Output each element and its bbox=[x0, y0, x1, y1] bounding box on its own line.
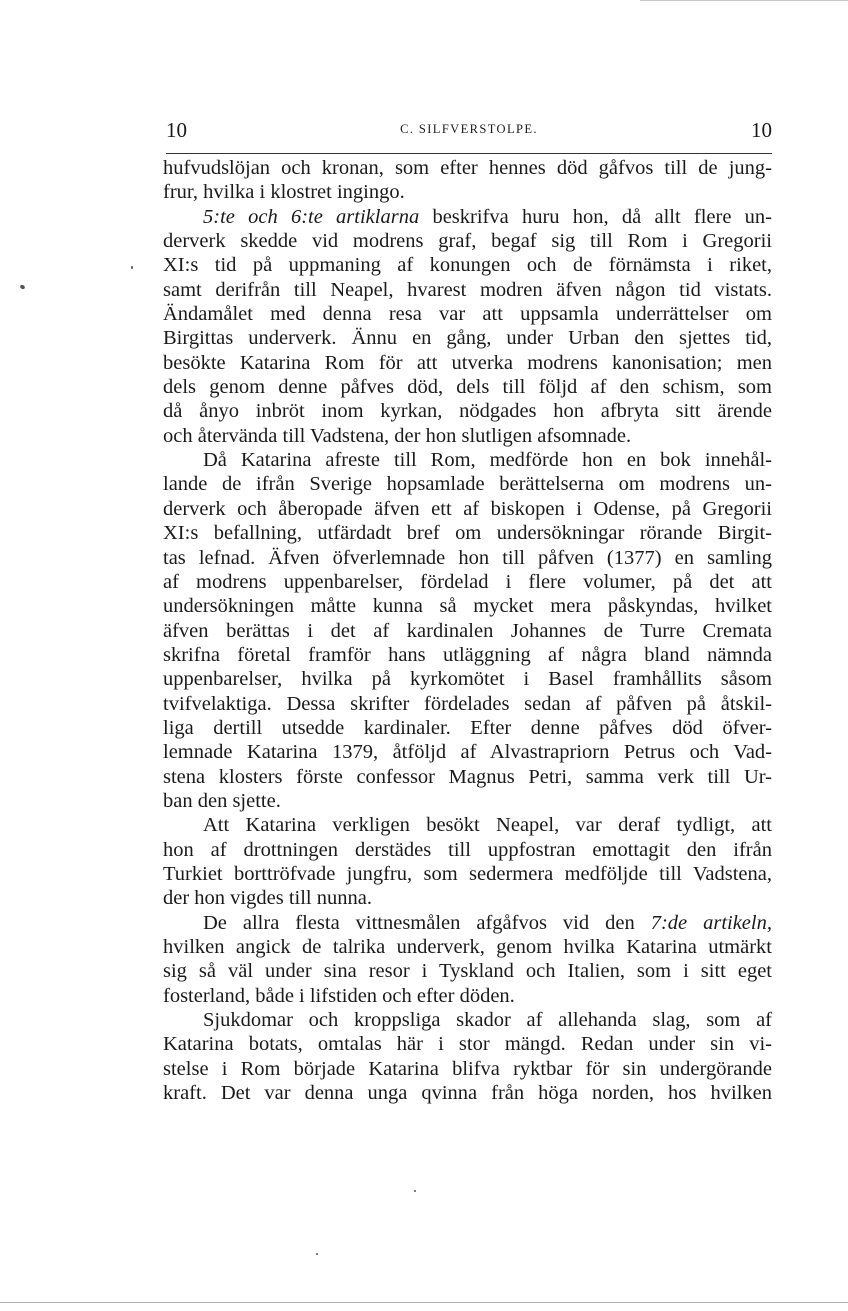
text-line: kraft. Det var denna unga qvinna från höga norden, hos hvilken bbox=[163, 1082, 772, 1105]
text-line: Då Katarina afreste till Rom, medförde hon en bok innehål- bbox=[203, 449, 772, 472]
text-line: derverk och åberopade äfven ett af biskopen i Odense, på Gregorii bbox=[163, 497, 772, 520]
text-line: hon af drottningen derstädes till uppfostran emottagit den ifrån bbox=[163, 838, 772, 861]
scan-speck bbox=[131, 266, 133, 269]
text-line-start: De allra flesta vittnesmålen afgåfvos vid den bbox=[203, 911, 651, 934]
text-line: Ändamålet med denna resa var att uppsamla underrättelser om bbox=[163, 303, 772, 326]
text-line: der hon vigdes till nunna. bbox=[163, 887, 372, 910]
text-line: stena klosters förste confessor Magnus Petri, samma verk till Ur- bbox=[163, 765, 772, 788]
text-line: då ånyo inbröt inom kyrkan, nödgades hon afbryta sitt ärende bbox=[163, 400, 772, 423]
text-line: undersökningen måtte kunna så mycket mera påskyndas, hvilket bbox=[163, 595, 772, 618]
text-line-italic-end bbox=[163, 911, 772, 935]
text-line: besökte Katarina Rom för att utverka modrens kanonisation; men bbox=[163, 351, 772, 374]
text-line: Katarina botats, omtalas här i stor mängd. Redan under sin vi- bbox=[163, 1033, 772, 1056]
page-header bbox=[166, 118, 772, 148]
text-line: af modrens uppenbarelser, fördelad i flere volumer, på det att bbox=[163, 570, 772, 593]
page-number-left: 10 bbox=[166, 118, 187, 142]
text-line: Att Katarina verkligen besökt Neapel, var deraf tydligt, att bbox=[203, 814, 772, 837]
body-text bbox=[163, 156, 772, 1105]
italic-article-reference: 7:de artikeln, bbox=[650, 911, 772, 934]
text-line: hvilken angick de talrika underverk, genom hvilka Katarina utmärkt bbox=[163, 936, 772, 958]
text-line: tvifvelaktiga. Dessa skrifter fördelades sedan af påfven på åtskil- bbox=[163, 692, 772, 715]
scan-edge-top bbox=[640, 0, 848, 1]
scan-speck bbox=[19, 284, 25, 290]
italic-article-reference: 5:te och 6:te artiklarna bbox=[203, 205, 420, 228]
text-line: hufvudslöjan och kronan, som efter hennes död gåfvos till de jung- bbox=[163, 157, 772, 179]
text-line: Birgittas underverk. Ännu en gång, under Urban den sjettes tid, bbox=[163, 327, 772, 350]
scan-speck bbox=[414, 1190, 416, 1192]
text-line: lemnade Katarina 1379, åtföljd af Alvastrapriorn Petrus och Vad- bbox=[163, 741, 772, 764]
text-line: skrifna företal framför hans utläggning af några bland nämnda bbox=[163, 643, 772, 666]
text-line: tas lefnad. Äfven öfverlemnade hon till påfven (1377) en samling bbox=[163, 546, 772, 569]
page-number-right: 10 bbox=[751, 118, 772, 142]
text-line: sig så väl under sina resor i Tyskland och Italien, som i sitt eget bbox=[163, 960, 772, 983]
text-line: dels genom denne påfves död, dels till följd af den schism, som bbox=[163, 376, 772, 399]
text-line: fosterland, både i lifstiden och efter döden. bbox=[163, 984, 515, 1007]
scan-edge-bottom bbox=[0, 1302, 848, 1303]
text-line: lande de ifrån Sverige hopsamlade berättelserna om modrens un- bbox=[163, 473, 772, 496]
text-line: liga dertill utsedde kardinaler. Efter denne påfves död öfver- bbox=[163, 716, 772, 739]
text-line: XI:s tid på uppmaning af konungen och de förnämsta i riket, bbox=[163, 254, 772, 277]
text-line-italic-start bbox=[163, 205, 772, 229]
text-line: Sjukdomar och kroppsliga skador af allehanda slag, som af bbox=[203, 1009, 772, 1032]
text-line: och återvända till Vadstena, der hon slutligen afsomnade. bbox=[163, 424, 632, 447]
text-line: frur, hvilka i klostret ingingo. bbox=[163, 181, 405, 204]
scan-speck bbox=[316, 1253, 318, 1255]
text-line: äfven berättas i det af kardinalen Johannes de Turre Cremata bbox=[163, 619, 772, 642]
running-head: C. SILFVERSTOLPE. bbox=[400, 122, 538, 136]
header-rule bbox=[166, 153, 772, 154]
text-line: samt derifrån till Neapel, hvarest modren äfven någon tid vistats. bbox=[163, 278, 772, 301]
text-line-rest: beskrifva huru hon, då allt flere un- bbox=[419, 205, 772, 228]
text-line: ban den sjette. bbox=[163, 789, 281, 812]
text-line: XI:s befallning, utfärdadt bref om undersökningar rörande Birgit- bbox=[163, 522, 772, 545]
text-line: uppenbarelser, hvilka på kyrkomötet i Basel framhållits såsom bbox=[163, 668, 772, 691]
text-line: Turkiet borttröfvade jungfru, som sedermera medföljde till Vadstena, bbox=[163, 862, 772, 885]
text-line: stelse i Rom började Katarina blifva ryktbar för sin undergörande bbox=[163, 1057, 772, 1080]
text-line: derverk skedde vid modrens graf, begaf sig till Rom i Gregorii bbox=[163, 230, 772, 253]
